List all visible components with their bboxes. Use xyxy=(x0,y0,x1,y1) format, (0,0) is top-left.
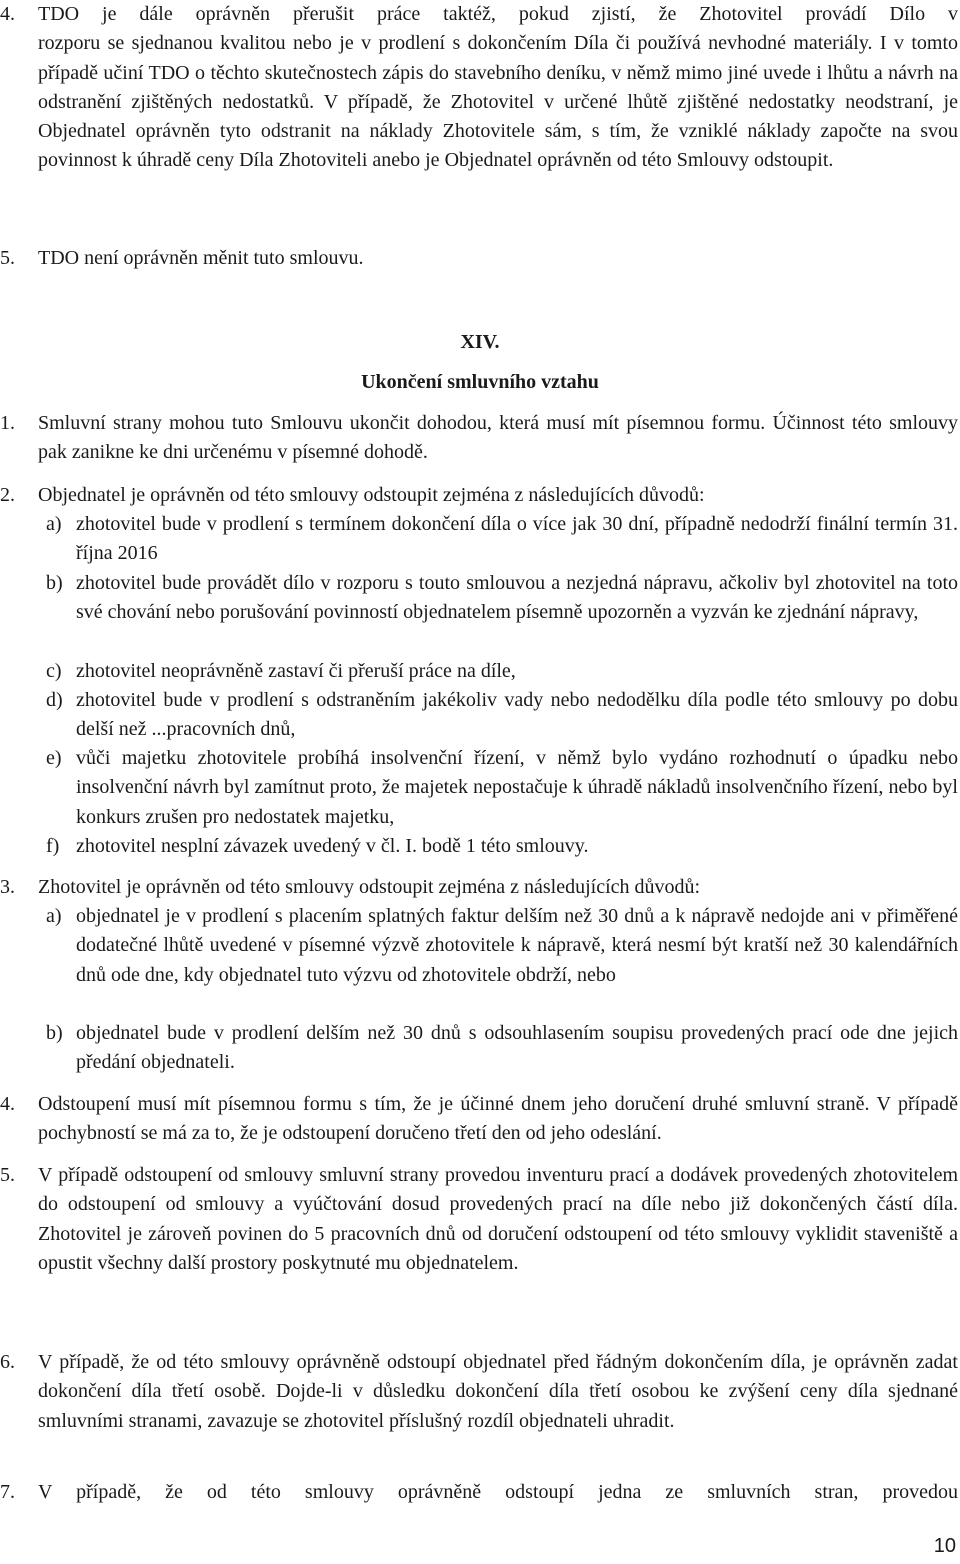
item-text: Zhotovitel je oprávněn od této smlouvy odstoupit zejména z následujících důvodů: xyxy=(38,876,701,898)
article-item xyxy=(0,1161,958,1278)
sub-item xyxy=(38,510,958,569)
sub-text: zhotovitel neoprávněně zastaví či přeruší práce na díle, xyxy=(76,660,516,682)
item-text: V případě, že od této smlouvy oprávněně odstoupí jedna ze smluvních stran, provedou xyxy=(38,1481,958,1503)
sub-item xyxy=(38,832,958,861)
clause-number: 4. xyxy=(0,3,15,25)
sub-item xyxy=(38,1019,958,1078)
sub-text: objednatel bude v prodlení delším než 30 dnů s odsouhlasením soupisu provedených prací ode dne jejich předání objednateli. xyxy=(76,1022,958,1074)
article-item xyxy=(0,1090,958,1149)
sub-label: a) xyxy=(46,513,62,535)
sub-text: zhotovitel bude v prodlení s odstraněním jakékoliv vady nebo nedodělku díla podle této smlouvy po dobu delší než ...pracovních dnů, xyxy=(76,689,958,741)
item-number: 1. xyxy=(0,412,15,434)
sub-item xyxy=(38,744,958,832)
sub-label: d) xyxy=(46,689,63,711)
article-item xyxy=(0,1478,958,1507)
item-text: Smluvní strany mohou tuto Smlouvu ukončit dohodou, která musí mít písemnou formu. Účinnost této smlouvy pak zanikne ke dni určenému v písemné dohodě. xyxy=(38,412,958,464)
clause-5-tdo xyxy=(0,244,958,273)
sub-item xyxy=(38,686,958,745)
article-item xyxy=(0,873,958,902)
item-number: 2. xyxy=(0,484,15,506)
sub-item xyxy=(38,657,958,686)
clause-text: rozporu se sjednanou kvalitou nebo je v prodlení s dokončením Díla či používá nevhodné materiály. I v tomto případě učiní TDO o těchto skutečnostech zápis do stavebního deníku, v němž mimo jiné uvede i lhůtu a návrh na odstranění zjištěných nedostatků. V případě, že Zhotovitel v určené lhůtě zjištěné nedostatky neodstraní, je Objednatel oprávněn tyto odstranit na náklady Zhotovitele sám, s tím, že vzniklé náklady započte na svou povinnost k úhradě ceny Díla Zhotoviteli anebo je Objednatel oprávněn od této Smlouvy odstoupit. xyxy=(38,32,958,172)
clause-number: 5. xyxy=(0,247,15,269)
sub-text: zhotovitel bude provádět dílo v rozporu s touto smlouvou a nezjedná nápravu, ačkoliv byl zhotovitel na toto své chování nebo porušování povinností objednatelem písemně upozorněn a vyzván ke zjednání nápravy, xyxy=(76,572,958,624)
item-text: Odstoupení musí mít písemnou formu s tím, že je účinné dnem jeho doručení druhé smluvní straně. V případě pochybností se má za to, že je odstoupení doručeno třetí den od jeho odeslání. xyxy=(38,1093,958,1145)
item-number: 3. xyxy=(0,876,15,898)
sub-label: f) xyxy=(46,835,60,857)
item-text: Objednatel je oprávněn od této smlouvy odstoupit zejména z následujících důvodů: xyxy=(38,484,705,506)
sub-label: e) xyxy=(46,747,62,769)
item-number: 4. xyxy=(0,1093,15,1115)
sub-text: vůči majetku zhotovitele probíhá insolvenční řízení, v němž bylo vydáno rozhodnutí o úpadku nebo insolvenční návrh byl zamítnut proto, že majetek nepostačuje k úhradě nákladů insolvenčního řízení, nebo byl konkurs zrušen pro nedostatek majetku, xyxy=(76,747,958,828)
page-number: 10 xyxy=(933,1535,956,1557)
item-number: 5. xyxy=(0,1164,15,1186)
sub-text: objednatel je v prodlení s placením splatných faktur delším než 30 dnů a k nápravě nedojde ani v přiměřené dodatečné lhůtě uvedené v písemné výzvě zhotovitele k nápravě, která nesmí být kratší než 30 kalendářních dnů ode dne, kdy objednatel tuto výzvu od zhotovitele obdrží, nebo xyxy=(76,905,958,986)
sub-text: zhotovitel nesplní závazek uvedený v čl. I. bodě 1 této smlouvy. xyxy=(76,835,589,857)
item-number: 7. xyxy=(0,1481,15,1503)
item-text: V případě, že od této smlouvy oprávněně odstoupí objednatel před řádným dokončením díla, je oprávněn zadat dokončení díla třetí osobě. Dojde-li v důsledku dokončení díla třetí osobou ke zvýšení ceny díla sjednané smluvními stranami, zavazuje se zhotovitel příslušný rozdíl objednateli uhradit. xyxy=(38,1351,958,1432)
chapter-title: Ukončení smluvního vztahu xyxy=(361,371,599,393)
clause-text-line1: TDO je dále oprávněn přerušit práce taktéž, pokud zjistí, že Zhotovitel provádí Dílo v xyxy=(38,3,958,25)
clause-text: TDO není oprávněn měnit tuto smlouvu. xyxy=(38,247,364,269)
sub-item xyxy=(38,902,958,990)
sub-label: b) xyxy=(46,572,63,594)
article-item xyxy=(0,1348,958,1436)
clause-4-tdo xyxy=(0,0,958,176)
item-number: 6. xyxy=(0,1351,15,1373)
sub-item xyxy=(38,569,958,628)
article-item xyxy=(0,481,958,510)
item-text: V případě odstoupení od smlouvy smluvní strany provedou inventuru prací a dodávek provedených zhotovitelem do odstoupení od smlouvy a vyúčtování dosud provedených prací na díle nebo již dokončených částí díla. Zhotovitel je zároveň povinen do 5 pracovních dnů od doručení odstoupení od této smlouvy vyklidit staveniště a opustit všechny další prostory poskytnuté mu objednatelem. xyxy=(38,1164,958,1274)
sub-label: a) xyxy=(46,905,62,927)
chapter-number: XIV. xyxy=(460,331,500,353)
sub-label: c) xyxy=(46,660,62,682)
sub-text: zhotovitel bude v prodlení s termínem dokončení díla o více jak 30 dní, případně nedodrží finální termín 31. října 2016 xyxy=(76,513,958,565)
article-item xyxy=(0,409,958,468)
sub-label: b) xyxy=(46,1022,63,1044)
